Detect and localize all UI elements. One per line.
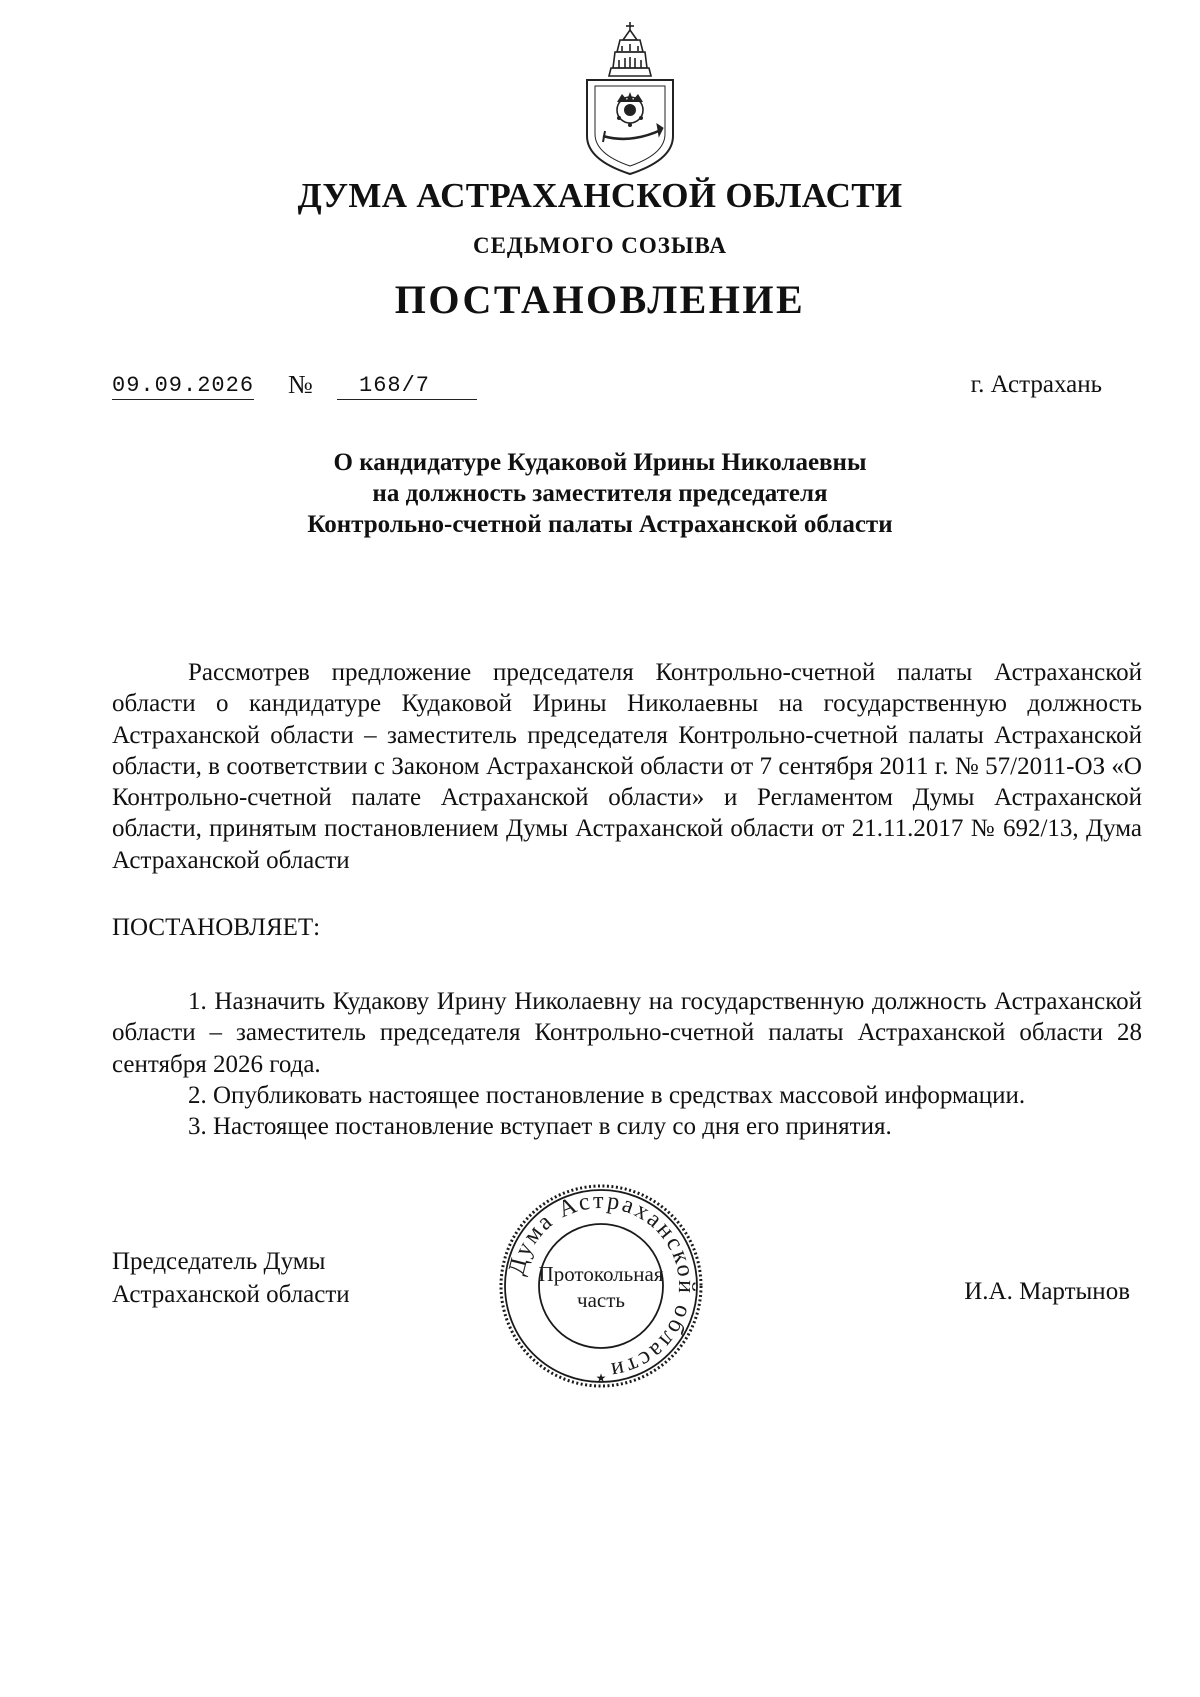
subject-line-3: Контрольно-счетной палаты Астраханской области [307, 511, 893, 538]
resolves-heading: ПОСТАНОВЛЯЕТ: [112, 914, 321, 941]
document-subject [0, 447, 1200, 540]
signer-title-line-2: Астраханской области [112, 1281, 350, 1308]
stamp-center-line-2: часть [577, 1288, 625, 1312]
resolution-items [112, 986, 1142, 1142]
convocation-subtitle: СЕДЬМОГО СОЗЫВА [472, 233, 728, 258]
subject-line-2: на должность заместителя председателя [372, 480, 828, 507]
signer-name: И.А. Мартынов [964, 1278, 1130, 1305]
resolution-item: 2. Опубликовать настоящее постановление в средствах массовой информации. [188, 1081, 1026, 1109]
document-city: г. Астрахань [970, 371, 1102, 398]
coat-of-arms-emblem [575, 18, 685, 178]
signer-title-line-1: Председатель Думы [112, 1248, 326, 1275]
stamp-star-icon: ★ [595, 1371, 607, 1385]
organization-title: ДУМА АСТРАХАНСКОЙ ОБЛАСТИ [297, 176, 903, 215]
subject-line-1: О кандидатуре Кудаковой Ирины Николаевны [333, 449, 867, 476]
preamble-paragraph: Рассмотрев предложение председателя Контрольно-счетной палаты Астраханской области о кандидатуре Кудаковой Ирины Николаевны на государственную должность Астраханской области – заместитель председателя Контрольно-счетной палаты Астраханской области, в соответствии с Законом Астраханской области от 7 сентября 2011 г. № 57/2011-ОЗ «О Контрольно-счетной палате Астраханской области» и Регламентом Думы Астраханской области, принятым постановлением Думы Астраханской области от 21.11.2017 № 692/13, Дума Астраханской области [112, 659, 1142, 874]
document-number: 168/7 [337, 373, 477, 400]
official-stamp [495, 1180, 707, 1392]
document-date: 09.09.2026 [112, 373, 255, 398]
document-meta-row [112, 370, 1102, 413]
resolution-item: 1. Назначить Кудакову Ирину Николаевну на государственную должность Астраханской области – заместитель председателя Контрольно-счетной палаты Астраханской области 28 сентября 2026 года. [112, 988, 1142, 1078]
number-sign: № [288, 370, 313, 399]
document-type-heading: ПОСТАНОВЛЕНИЕ [394, 277, 806, 322]
signer-title [112, 1245, 350, 1311]
resolution-item: 3. Настоящее постановление вступает в силу со дня его принятия. [188, 1113, 892, 1141]
stamp-ring-text: Дума Астраханской области [503, 1187, 700, 1384]
stamp-center-line-1: Протокольная [538, 1262, 664, 1286]
